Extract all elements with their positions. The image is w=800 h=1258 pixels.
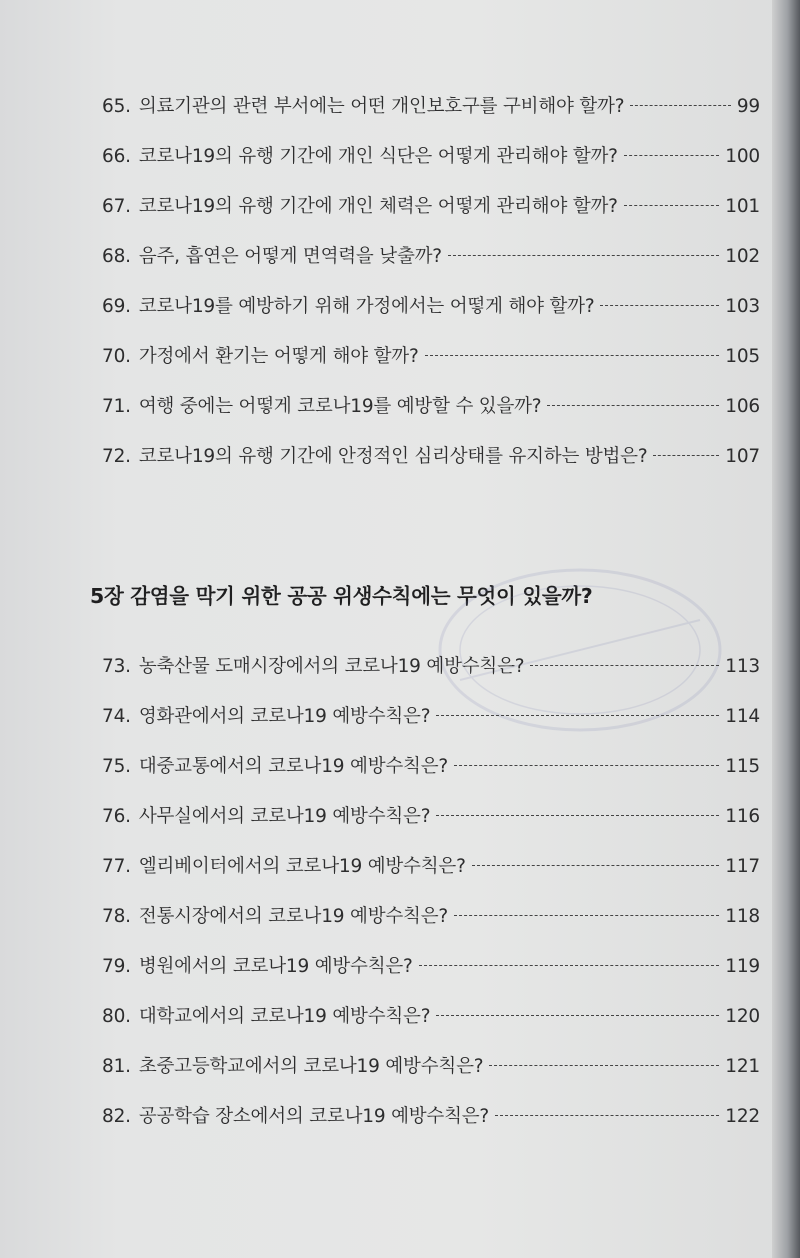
toc-entry (102, 142, 760, 192)
chapter-heading: 5장 감염을 막기 위한 공공 위생수칙에는 무엇이 있을까? (90, 584, 593, 608)
toc-entry-page: 102 (725, 246, 760, 267)
toc-entry-page: 118 (725, 906, 760, 927)
toc-entry-page: 122 (725, 1106, 760, 1127)
toc-entry-title: 초중고등학교에서의 코로나19 예방수칙은? (138, 1056, 484, 1077)
toc-entry-number: 82. (102, 1106, 131, 1127)
toc-entry-title: 의료기관의 관련 부서에는 어떤 개인보호구를 구비해야 할까? (138, 96, 625, 117)
toc-entry-page: 120 (725, 1006, 760, 1027)
toc-entry-number: 75. (102, 756, 131, 777)
toc-entry (102, 652, 760, 702)
dot-leader (653, 455, 719, 456)
toc-entry (102, 852, 760, 902)
toc-entry-page: 107 (725, 446, 760, 467)
toc-list-part1 (102, 92, 760, 492)
dot-leader (600, 305, 719, 306)
dot-leader (425, 355, 720, 356)
toc-entry-number: 70. (102, 346, 131, 367)
toc-entry (102, 752, 760, 802)
toc-entry (102, 1052, 760, 1102)
toc-entry-title: 공공학습 장소에서의 코로나19 예방수칙은? (138, 1106, 490, 1127)
toc-entry-number: 73. (102, 656, 131, 677)
toc-entry-title: 사무실에서의 코로나19 예방수칙은? (138, 806, 431, 827)
toc-entry-page: 113 (725, 656, 760, 677)
toc-entry (102, 242, 760, 292)
dot-leader (495, 1115, 719, 1116)
toc-entry-page: 119 (725, 956, 760, 977)
toc-entry (102, 702, 760, 752)
toc-entry (102, 92, 760, 142)
toc-entry-number: 74. (102, 706, 131, 727)
dot-leader (419, 965, 720, 966)
toc-entry-page: 100 (725, 146, 760, 167)
dot-leader (436, 815, 719, 816)
dot-leader (547, 405, 719, 406)
toc-entry (102, 292, 760, 342)
dot-leader (454, 765, 719, 766)
dot-leader (489, 1065, 719, 1066)
toc-entry (102, 392, 760, 442)
toc-entry-number: 77. (102, 856, 131, 877)
toc-entry-title: 음주, 흡연은 어떻게 면역력을 낮출까? (138, 246, 442, 267)
toc-entry-number: 72. (102, 446, 131, 467)
toc-entry-number: 76. (102, 806, 131, 827)
toc-entry (102, 442, 760, 492)
toc-entry-number: 81. (102, 1056, 131, 1077)
toc-entry-title: 가정에서 환기는 어떻게 해야 할까? (138, 346, 419, 367)
toc-entry-number: 78. (102, 906, 131, 927)
toc-entry-number: 67. (102, 196, 131, 217)
toc-entry-title: 대중교통에서의 코로나19 예방수칙은? (138, 756, 449, 777)
toc-entry-title: 코로나19의 유행 기간에 안정적인 심리상태를 유지하는 방법은? (138, 446, 648, 467)
toc-entry-number: 80. (102, 1006, 131, 1027)
dot-leader (436, 1015, 719, 1016)
toc-entry-number: 68. (102, 246, 131, 267)
toc-entry (102, 802, 760, 852)
toc-entry (102, 1002, 760, 1052)
toc-entry-page: 115 (725, 756, 760, 777)
toc-entry-page: 106 (725, 396, 760, 417)
dot-leader (630, 105, 731, 106)
toc-entry-title: 코로나19의 유행 기간에 개인 체력은 어떻게 관리해야 할까? (138, 196, 618, 217)
toc-entry-title: 병원에서의 코로나19 예방수칙은? (138, 956, 413, 977)
dot-leader (472, 865, 720, 866)
toc-entry-title: 농축산물 도매시장에서의 코로나19 예방수칙은? (138, 656, 525, 677)
toc-entry (102, 1102, 760, 1152)
toc-entry (102, 902, 760, 952)
dot-leader (436, 715, 719, 716)
toc-entry-page: 99 (736, 96, 760, 117)
toc-entry-page: 117 (725, 856, 760, 877)
toc-entry (102, 192, 760, 242)
toc-entry-page: 116 (725, 806, 760, 827)
toc-entry-title: 대학교에서의 코로나19 예방수칙은? (138, 1006, 431, 1027)
page-edge-shadow (772, 0, 800, 1258)
toc-entry-title: 영화관에서의 코로나19 예방수칙은? (138, 706, 431, 727)
toc-entry-number: 69. (102, 296, 131, 317)
dot-leader (624, 155, 719, 156)
toc-entry-title: 엘리베이터에서의 코로나19 예방수칙은? (138, 856, 466, 877)
toc-entry-title: 전통시장에서의 코로나19 예방수칙은? (138, 906, 449, 927)
toc-entry-title: 코로나19를 예방하기 위해 가정에서는 어떻게 해야 할까? (138, 296, 595, 317)
toc-entry-number: 66. (102, 146, 131, 167)
dot-leader (454, 915, 719, 916)
toc-entry (102, 952, 760, 1002)
toc-entry-number: 71. (102, 396, 131, 417)
toc-entry-page: 121 (725, 1056, 760, 1077)
dot-leader (530, 665, 719, 666)
toc-entry-page: 114 (725, 706, 760, 727)
toc-entry-title: 여행 중에는 어떻게 코로나19를 예방할 수 있을까? (138, 396, 542, 417)
toc-entry-number: 65. (102, 96, 131, 117)
toc-entry-page: 101 (725, 196, 760, 217)
dot-leader (448, 255, 719, 256)
toc-entry-page: 103 (725, 296, 760, 317)
toc-entry-number: 79. (102, 956, 131, 977)
dot-leader (624, 205, 719, 206)
toc-entry-page: 105 (725, 346, 760, 367)
toc-list-part2 (102, 652, 760, 1152)
toc-entry-title: 코로나19의 유행 기간에 개인 식단은 어떻게 관리해야 할까? (138, 146, 618, 167)
toc-entry (102, 342, 760, 392)
